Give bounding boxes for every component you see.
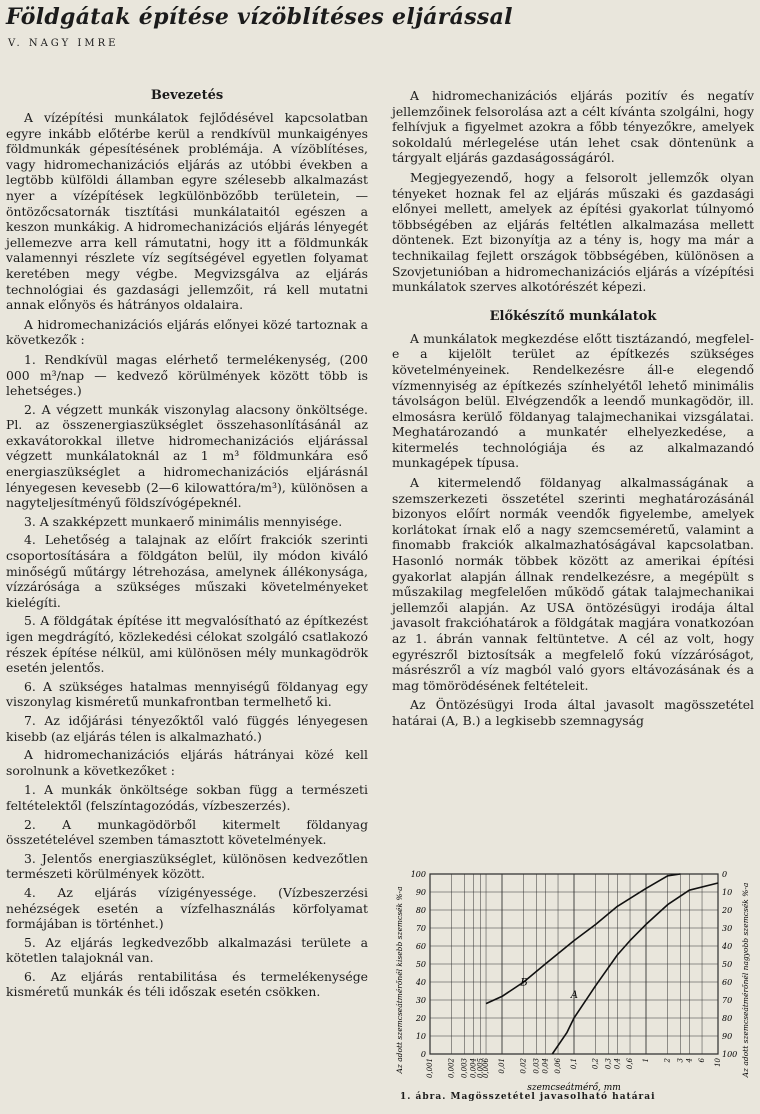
advantages-list [6, 352, 368, 744]
series-line-b [486, 874, 680, 1004]
y-tick-label-right: 80 [722, 1014, 733, 1023]
x-tick-label: 0,4 [613, 1058, 622, 1070]
x-tick-label: 0,02 [519, 1058, 528, 1074]
y-tick-label-right: 0 [722, 870, 728, 879]
list-item: 6. A szükséges hatalmas mennyiségű földanyag egy viszonylag kisméretű munkafrontban termelhető ki. [6, 678, 368, 710]
y-tick-label-left: 100 [410, 870, 426, 879]
x-tick-label: 10 [714, 1058, 722, 1067]
list-item: 6. Az eljárás rentabilitása és termelékenysége kisméretű munkák és téli időszak esetén csökken. [6, 968, 368, 1000]
y-tick-label-right: 10 [722, 888, 733, 897]
list-item: 1. Rendkívül magas elérhető termelékenység, (200 000 m³/nap — kedvező körülmények között több is lehetséges.) [6, 351, 368, 399]
x-tick-label: 0,1 [570, 1058, 578, 1070]
y-axis-label-left: Az adott szemcseátmérőnél kisebb szemcsék %-a [395, 886, 404, 1074]
figure-caption: 1. ábra. Magösszetétel javasolható határai [400, 1092, 656, 1102]
grain-size-chart [388, 858, 758, 1092]
list-item: 4. Lehetőség a talajnak az előírt frakciók szerinti csoportosítására a földgáton belül, ily módon kiváló minőségű műtárgy létrehozása, amelynek állékonysága, vízzárósága a szükséges műszaki követelményeket kielégíti. [6, 532, 368, 610]
article-author: V. NAGY IMRE [8, 38, 119, 49]
list-item: 5. A földgátak építése itt megvalósítható az építkezést igen megdrágító, közlekedési célokat szolgáló csatlakozó részek építése nélkül, ami különösen mély munkagödrök esetén jelentős. [6, 613, 368, 676]
list-item: 4. Az eljárás vízigényessége. (Vízbeszerzési nehézségek esetén a vízfelhasználás körfolyamat formájában is történhet.) [6, 884, 368, 932]
body-paragraph: Megjegyezendő, hogy a felsorolt jellemzők olyan tényeket hoznak fel az eljárás műszaki és gazdasági előnyei mellett, amelyek az építési gyakorlat túlnyomó többségében az eljárás feltétlen alkalmazása mellett döntenek. Ezt bizonyítja az a tény is, hogy ma már a technikailag fejlett országok többségében, különösen a Szovjetunióban a hidromechanizációs eljárás a vízépítési munkálatok szerves alkotórészét képezi. [392, 169, 754, 295]
right-column [392, 88, 754, 733]
y-tick-label-left: 80 [415, 906, 426, 915]
y-tick-label-left: 40 [415, 978, 426, 987]
body-paragraph: A munkálatok megkezdése előtt tisztázandó, megfelel-e a kijelölt terület az építkezés szükséges követelményeinek. Rendelkezésre áll-e elegendő vízmennyiség az építkezés színhelyétől lehető minimális távolságon belül. Elvégzendők a leendő munkagödör, ill. elmosásra kerülő földanyag talajmechanikai vizsgálatai. Meghatározandó a munkatér elhelyezkedése, a kitermelés technológiája és az alkalmazandó munkagépek típusa. [392, 330, 754, 471]
x-tick-label: 0,006 [482, 1058, 491, 1079]
article-title: Földgátak építése vízöblítéses eljárással [6, 4, 513, 30]
x-tick-label: 4 [685, 1058, 694, 1063]
intro-paragraph: A vízépítési munkálatok fejlődésével kapcsolatban egyre inkább előtérbe kerül a rendkívül munkaigényes földmunkák gépesítésének problémája. A vízöblítéses, vagy hidromechanizációs eljárás az utóbbi években a legtöbb külföldi államban egyre szélesebb alkalmazást nyer a vízépítések legkülönbözőbb területein, — öntözőcsatornák tisztítási munkálataitól egészen a keszon munkákig. A hidromechanizációs eljárás lényegét jellemezve arra kell rámutatni, hogy itt a földmunkák valamennyi részlete víz segítségével egyetlen folyamat keretében megy végbe. Megvizsgálva az eljárás technológiai és gazdasági jellemzőit, rá kell mutatni annak előnyös és hátrányos oldalaira. [6, 110, 368, 313]
left-column [6, 88, 368, 1003]
disadvantages-intro: A hidromechanizációs eljárás hátrányai közé kell sorolnunk a következőket : [6, 747, 368, 778]
x-tick-label: 0,01 [498, 1058, 506, 1074]
y-tick-label-right: 20 [722, 906, 733, 915]
body-paragraph: A kitermelendő földanyag alkalmasságának a szemszerkezeti összetétel szerinti meghatározásánál bizonyos előírt normák veendők figyelembe, amelyek korlátokat írnak elő a nagy szemcseméretű, valamint a finomabb frakciók alkalmazhatóságával kapcsolatban. Hasonló normák többek között az amerikai építési gyakorlat alapján állnak rendelkezésre, a megépült s műszakilag megfelelően működő gátak talajmechanikai jellemzői alapján. Az USA öntözésügyi irodája által javasolt frakcióhatárok a földgátak magjára vonatkozóan az 1. ábrán vannak feltüntetve. A cél az volt, hogy egyrészről biztosítsák a megfelelő fokú vízzáróságot, másrészről a víz magból való gyors eltávozásának és a mag tömörödésének feltételeit. [392, 475, 754, 693]
x-tick-label: 3 [676, 1058, 685, 1063]
x-tick-label: 1 [642, 1058, 650, 1063]
section-heading-elokeszito: Előkészítő munkálatok [489, 308, 657, 324]
list-item: 3. A szakképzett munkaerő minimális mennyisége. [24, 513, 343, 529]
y-tick-label-left: 90 [415, 888, 426, 897]
y-tick-label-left: 60 [415, 942, 426, 951]
x-tick-label: 0,004 [469, 1058, 478, 1079]
x-tick-label: 0,003 [460, 1058, 469, 1079]
x-tick-label: 6 [698, 1058, 707, 1063]
body-paragraph: Az Öntözésügyi Iroda által javasolt magösszetétel határai (A, B.) a legkisebb szemnagyság [392, 697, 754, 728]
y-tick-label-right: 40 [722, 942, 733, 951]
grain-size-figure [388, 858, 758, 1114]
x-tick-label: 0,001 [426, 1058, 434, 1079]
y-tick-label-right: 60 [722, 978, 733, 987]
list-item: 2. A munkagödörből kitermelt földanyag összetételével szemben támasztott követelmények. [6, 816, 368, 848]
x-tick-label: 0,002 [447, 1058, 456, 1079]
list-item: 1. A munkák önköltsége sokban függ a természeti feltételektől (felszíntagozódás, vízbeszerzés). [6, 782, 368, 813]
y-tick-label-right: 90 [722, 1032, 733, 1041]
y-tick-label-left: 0 [420, 1050, 426, 1059]
x-tick-label: 0,2 [591, 1058, 600, 1070]
y-tick-label-right: 100 [722, 1050, 738, 1059]
x-tick-label: 0,03 [532, 1058, 541, 1074]
list-item: 3. Jelentős energiaszükséglet, különösen kedvezőtlen természeti körülmények között. [6, 850, 368, 882]
curve-label-a: A [570, 990, 578, 1002]
y-tick-label-left: 70 [415, 924, 426, 933]
curve-label-b: B [520, 977, 528, 989]
body-paragraph: A hidromechanizációs eljárás pozitív és negatív jellemzőinek felsorolása azt a célt kívánta szolgálni, hogy felhívjuk a figyelmet azokra a főbb tényezőkre, amelyek sokoldalú mérlegelése után lehet csak döntenünk a tárgyalt eljárás gazdaságosságáról. [392, 88, 754, 166]
y-tick-label-left: 10 [415, 1032, 426, 1041]
x-tick-label: 0,06 [554, 1058, 563, 1074]
y-tick-label-right: 50 [722, 960, 733, 969]
list-item: 7. Az időjárási tényezőktől való függés lényegesen kisebb (az eljárás télen is alkalmazható.) [6, 712, 368, 744]
x-tick-label: 2 [663, 1058, 672, 1063]
x-tick-label: 0,04 [541, 1058, 550, 1074]
y-tick-label-left: 20 [415, 1014, 426, 1023]
y-tick-label-left: 30 [415, 996, 426, 1005]
x-tick-label: 0,3 [604, 1058, 613, 1070]
section-heading-bevezetes: Bevezetés [150, 88, 224, 103]
series-line-a [552, 883, 718, 1054]
x-tick-label: 0,005 [476, 1058, 485, 1079]
y-tick-label-right: 70 [722, 996, 733, 1005]
y-tick-label-left: 50 [415, 960, 426, 969]
advantages-intro: A hidromechanizációs eljárás előnyei közé tartoznak a következők : [6, 316, 368, 348]
list-item: 5. Az eljárás legkedvezőbb alkalmazási területe a kötetlen talajoknál van. [6, 934, 368, 966]
x-tick-label: 0,6 [626, 1058, 635, 1070]
disadvantages-list [6, 782, 368, 1000]
y-axis-label-right: Az adott szemcseátmérőnél nagyobb szemcsék %-a [741, 882, 750, 1078]
x-axis-label: szemcseátmérő, mm [527, 1083, 621, 1092]
list-item: 2. A végzett munkák viszonylag alacsony önköltsége. Pl. az összenergiaszükséglet összehasonlításánál az exkavátorokkal illetve hidromechanizációs eljárással végzett munkálatoknál az 1 m³ földmunkára eső energiaszükséglet a hidromechanizációs eljárásnál lényegesen kevesebb (2—6 kilowattóra/m³), különösen a nagyteljesítményű földszívógépeknél. [6, 401, 368, 511]
y-tick-label-right: 30 [722, 924, 733, 933]
